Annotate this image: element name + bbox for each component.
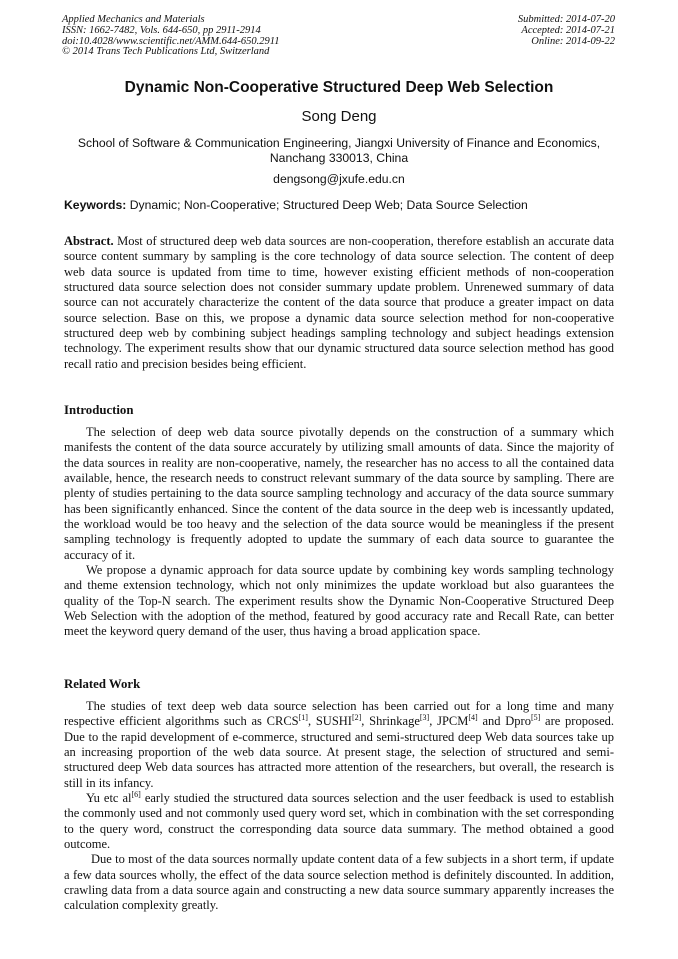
citation-ref[interactable]: [2] [351, 713, 362, 723]
citation-ref[interactable]: [6] [131, 790, 141, 800]
abstract [64, 234, 614, 372]
author-email[interactable]: dengsong@jxufe.edu.cn [273, 172, 405, 186]
section-heading-introduction: Introduction [64, 403, 134, 417]
citation-ref[interactable]: [3] [419, 713, 430, 723]
paper-title: Dynamic Non-Cooperative Structured Deep Web Selection [124, 79, 554, 96]
paragraph: Yu etc al[6] early studied the structured data sources selection and the user feedback is used to establish the commonly used and not commonly used query word set, which in combination with the set corresponding to the query word, construct the corresponding data source data summary. The method obtained a good outcome. [64, 790, 614, 852]
citation-ref[interactable]: [5] [530, 713, 541, 723]
journal-header [62, 15, 279, 58]
affiliation: School of Software & Communication Engineering, Jiangxi University of Finance and Economics, Nanchang 330013, China [77, 136, 601, 165]
author-name: Song Deng [301, 108, 377, 125]
paragraph: We propose a dynamic approach for data source update by combining key words sampling technology and theme extension technology, which not only minimizes the update workload but also guarantees the quality of the Top-N search. The experiment results show the Dynamic Non-Cooperative Structured Deep Web Selection with the adoption of the method, featured by good accuracy rate and Recall Rate, can better meet the keyword query demand of the user, thus having a broad application space. [64, 563, 614, 639]
citation-ref[interactable]: [4] [468, 713, 478, 723]
keywords [64, 198, 624, 212]
keywords-label: Keywords: [64, 198, 127, 212]
section-heading-related-work: Related Work [64, 677, 141, 691]
doi-line: doi:10.4028/www.scientific.net/AMM.644-650.2911 [62, 35, 280, 47]
abstract-text: Most of structured deep web data sources are non-cooperation, therefore establish an accurate data source content summary by sampling is the core technology of data source selection. The content of deep web data source is updated from time to time, however existing efficient methods of non-cooperation structured data source selection does not consider summary update problem. Unrenewed summary of data source can not accurately characterize the content of the data source that produce a greater impact on data source selection. Base on this, we propose a dynamic data source selection method for non-cooperative structured deep web by combining subject headings sampling technology and subject headings extension technology. The experiment results show that our dynamic structured data source selection method has good recall ratio and precision besides being efficient. [64, 234, 614, 371]
online-date: Online: 2014-09-22 [531, 35, 615, 47]
accepted-date: Accepted: 2014-07-21 [521, 24, 615, 36]
paragraph: The studies of text deep web data source selection has been carried out for a long time and many respective efficient algorithms such as CRCS[1], SUSHI[2], Shrinkage[3], JPCM[4] and Dpro[5] are proposed. Due to the rapid development of e-commerce, structured and semi-structured deep Web data sources take up an increasing proportion of the web data source. At present stage, the selection of structured and semi-structured deep Web data sources has attracted more attention of the researchers, but overall, the research is still in its infancy. [64, 699, 615, 790]
keywords-text: Dynamic; Non-Cooperative; Structured Deep Web; Data Source Selection [126, 198, 528, 212]
related-work-section [64, 699, 614, 914]
copyright-line: © 2014 Trans Tech Publications Ltd, Switzerland [62, 46, 270, 58]
paragraph: Due to most of the data sources normally update content data of a few subjects in a short term, if update a few data sources wholly, the effect of the data source selection method is definitely discounted. In addition, crawling data from a data source again and constructing a new data source summary apparently increases the calculation complexity greatly. [64, 852, 614, 913]
abstract-label: Abstract. [64, 234, 114, 248]
dates-header [518, 15, 615, 47]
citation-ref[interactable]: [1] [298, 713, 308, 723]
introduction-section [64, 425, 614, 640]
journal-name: Applied Mechanics and Materials [62, 14, 205, 25]
submitted-date: Submitted: 2014-07-20 [517, 14, 615, 25]
issn-line: ISSN: 1662-7482, Vols. 644-650, pp 2911-2914 [62, 24, 261, 36]
paragraph: The selection of deep web data source pivotally depends on the construction of a summary which manifests the content of the data source accurately by utilizing small amounts of data. Since the majority of the data sources in reality are non-cooperative, namely, the researcher has no access to all the contained data available, hence, the research needs to construct relevant summary of the data source by sampling. There are plenty of studies pertaining to the data source sampling technology and accuracy of the data source summary has been significantly enhanced. Since the content of the data source in the deep web is incessantly updated, the workload would be too heavy and the selection of the data source would be meaningless if the present sampling technology is frequently adopted to update the summary of each data source to guarantee the accuracy of it. [64, 425, 614, 562]
